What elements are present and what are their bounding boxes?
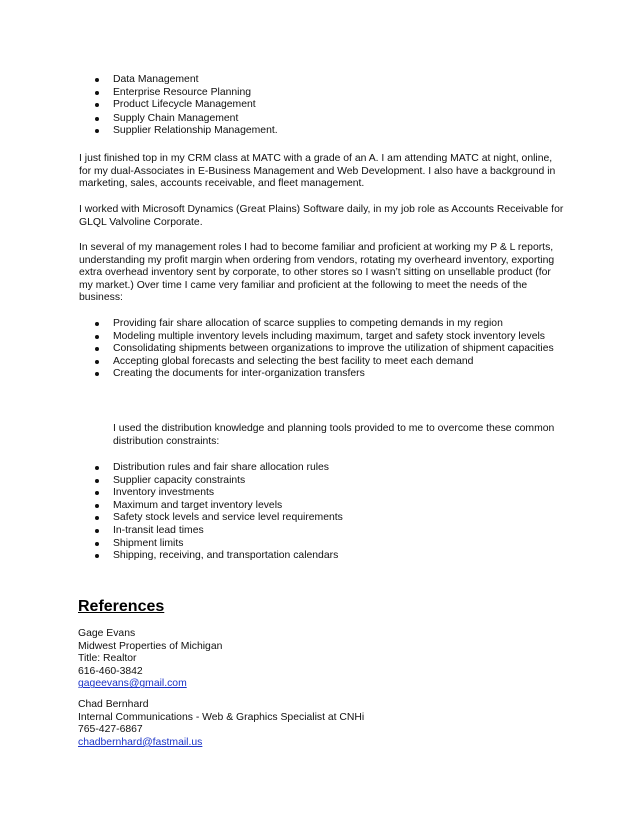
bullet-icon (95, 129, 99, 133)
list-item: Supplier capacity constraints (113, 475, 583, 488)
bullet-icon (95, 466, 99, 470)
bullet-icon (95, 554, 99, 558)
management-paragraph: In several of my management roles I had to become familiar and proficient at working my P & L reports, understanding my profit margin when ordering from vendors, rotating my overheard inventory, exporting extra overhead inventory sent by corporate, to other stores so I wasn’t sitting on unsellable product (for my market.) Over time I came very familiar and proficient at the following to meet the needs of the business: (79, 242, 555, 304)
list-item: In-transit lead times (113, 525, 583, 538)
reference-title: Title: Realtor (78, 653, 137, 665)
dynamics-paragraph: I worked with Microsoft Dynamics (Great Plains) Software daily, in my job role as Accounts Receivable for GLQL Valvoline Corporate. (79, 204, 564, 228)
reference-name: Gage Evans (78, 628, 136, 639)
list-item: Product Lifecycle Management (113, 99, 593, 112)
reference-gage-evans (78, 628, 478, 691)
crm-paragraph: I just finished top in my CRM class at MATC with a grade of an A. I am attending MATC at night, online, for my dual-Associates in E-Business Management and Web Development. I also have a background in marketing, sales, accounts receivable, and fleet management. (79, 153, 556, 190)
reference-company: Internal Communications - Web & Graphics Specialist at CNHi (78, 711, 365, 723)
list-item: Data Management (113, 74, 593, 87)
list-item: Shipping, receiving, and transportation calendars (113, 550, 583, 563)
list-item: Providing fair share allocation of scarce supplies to competing demands in my region (113, 318, 583, 331)
bullet-icon (95, 504, 99, 508)
reference-company: Midwest Properties of Michigan (78, 640, 223, 652)
bullet-icon (95, 479, 99, 483)
reference-email-link[interactable]: chadbernhard@fastmail.us (78, 736, 203, 748)
reference-name: Chad Bernhard (78, 699, 149, 710)
references-heading: References (78, 598, 165, 615)
bullet-icon (95, 117, 99, 121)
reference-phone: 765-427-6867 (78, 724, 143, 736)
list-item: Consolidating shipments between organizations to improve the utilization of shipment capacities (113, 343, 583, 356)
list-item: Distribution rules and fair share allocation rules (113, 462, 583, 475)
bullet-icon (95, 91, 99, 95)
bullet-icon (95, 322, 99, 326)
list-item: Accepting global forecasts and selecting the best facility to meet each demand (113, 356, 583, 369)
reference-chad-bernhard (78, 699, 478, 749)
distribution-intro: I used the distribution knowledge and planning tools provided to me to overcome these common distribution constraints: (113, 423, 555, 447)
management-list (113, 318, 583, 381)
list-item: Supply Chain Management (113, 113, 593, 126)
bullet-icon (95, 103, 99, 107)
bullet-icon (95, 78, 99, 82)
list-item: Shipment limits (113, 538, 583, 551)
list-item: Enterprise Resource Planning (113, 87, 593, 100)
distribution-list (113, 462, 583, 563)
list-item: Supplier Relationship Management. (113, 125, 593, 138)
bullet-icon (95, 542, 99, 546)
list-item: Maximum and target inventory levels (113, 500, 583, 513)
bullet-icon (95, 516, 99, 520)
list-item: Safety stock levels and service level requirements (113, 512, 583, 525)
list-item: Creating the documents for inter-organization transfers (113, 368, 583, 381)
list-item: Modeling multiple inventory levels including maximum, target and safety stock inventory levels (113, 331, 583, 344)
bullet-icon (95, 529, 99, 533)
bullet-icon (95, 335, 99, 339)
bullet-icon (95, 491, 99, 495)
reference-phone: 616-460-3842 (78, 665, 143, 677)
bullet-icon (95, 347, 99, 351)
bullet-icon (95, 372, 99, 376)
skills-list (113, 74, 593, 138)
bullet-icon (95, 360, 99, 364)
list-item: Inventory investments (113, 487, 583, 500)
reference-email-link[interactable]: gageevans@gmail.com (78, 678, 187, 690)
